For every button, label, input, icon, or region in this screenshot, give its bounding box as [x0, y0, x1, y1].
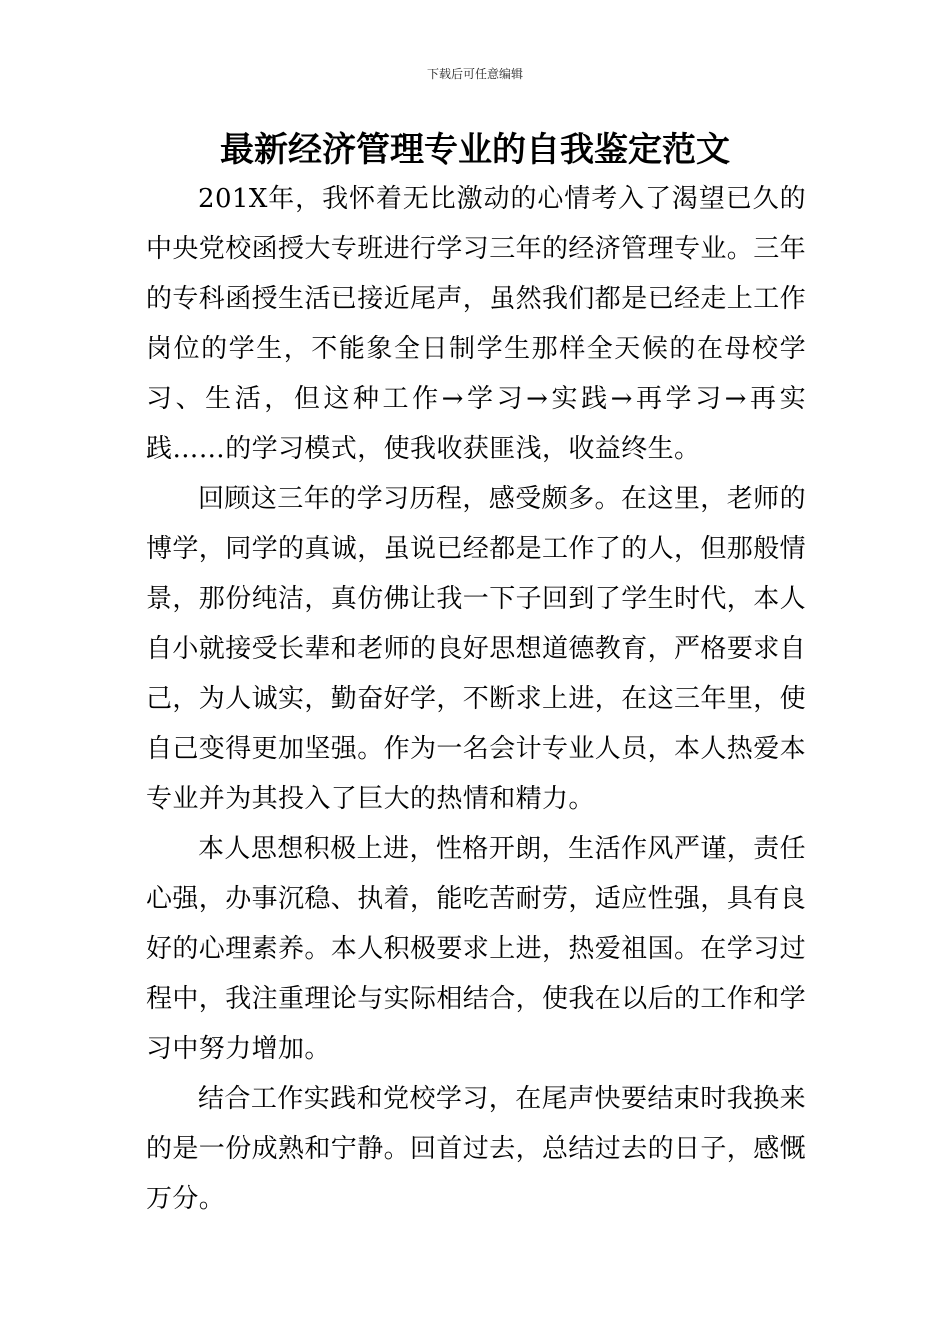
document-title: 最新经济管理专业的自我鉴定范文	[220, 130, 730, 170]
paragraph-2: 回顾这三年的学习历程，感受颇多。在这里，老师的博学，同学的真诚，虽说已经都是工作了的人，但那般情景，那份纯洁，真仿佛让我一下子回到了学生时代，本人自小就接受长辈和老师的良好思想道德教育，严格要求自己，为人诚实，勤奋好学，不断求上进，在这三年里，使自己变得更加坚强。作为一名会计专业人员，本人热爱本专业并为其投入了巨大的热情和精力。	[146, 484, 807, 814]
paragraph-1: 201X年，我怀着无比激动的心情考入了渴望已久的中央党校函授大专班进行学习三年的经济管理专业。三年的专科函授生活已接近尾声，虽然我们都是已经走上工作岗位的学生，不能象全日制学生那样全天候的在母校学习、生活，但这种工作→学习→实践→再学习→再实践……的学习模式，使我收获匪浅，收益终生。	[146, 184, 807, 464]
document-body	[146, 174, 806, 1224]
header-note: 下载后可任意编辑	[426, 67, 523, 81]
paragraph-3: 本人思想积极上进，性格开朗，生活作风严谨，责任心强，办事沉稳、执着，能吃苦耐劳，适应性强，具有良好的心理素养。本人积极要求上进，热爱祖国。在学习过程中，我注重理论与实际相结合，使我在以后的工作和学习中努力增加。	[146, 834, 807, 1064]
paragraph-4: 结合工作实践和党校学习，在尾声快要结束时我换来的是一份成熟和宁静。回首过去，总结过去的日子，感慨万分。	[146, 1084, 807, 1214]
